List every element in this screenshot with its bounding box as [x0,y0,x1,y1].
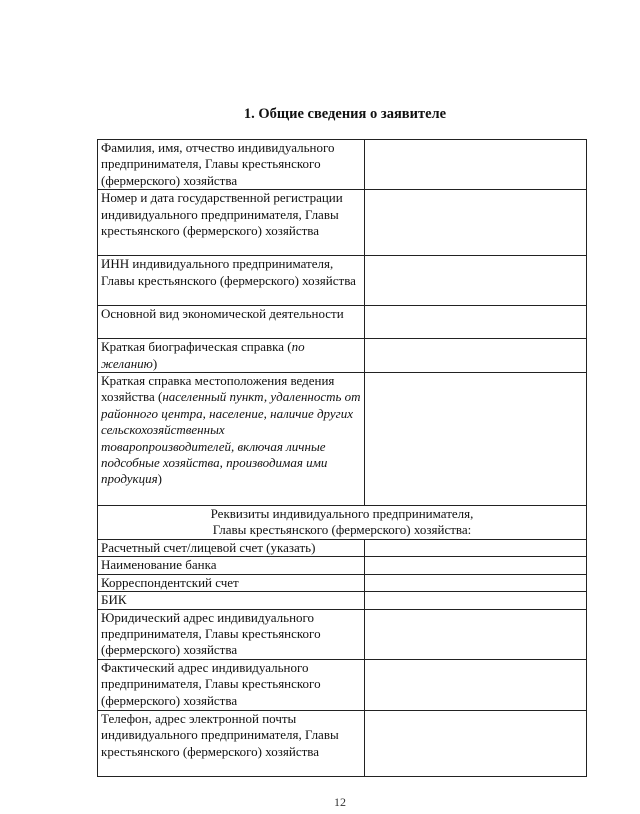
table-section-header-row [98,506,587,540]
table-row [98,256,587,306]
field-label-cell [98,140,365,190]
field-label-text: Корреспондентский счет [101,574,239,590]
table-row [98,609,587,659]
table-row [98,190,587,256]
field-label-cell [98,574,365,591]
field-label-text: Юридический адрес индивидуального предпринимателя, Главы крестьянского (фермерского) хозяйства [101,609,321,658]
field-value-cell[interactable] [365,540,587,557]
field-value-cell[interactable] [365,339,587,373]
field-label-cell [98,190,365,256]
field-label-text: Фамилия, имя, отчество индивидуального предпринимателя, Главы крестьянского (фермерского) хозяйства [101,140,335,188]
field-label-text: Краткая справка местоположения ведения хозяйства ( [101,373,335,405]
field-label-text: Расчетный счет/лицевой счет (указать) [101,540,316,556]
field-value-cell[interactable] [365,659,587,710]
field-label-italic-text: по желанию [101,339,305,371]
field-label-text: Главы крестьянского (фермерского) хозяйства: [212,522,472,538]
table-row [98,557,587,574]
table-row [98,592,587,609]
table-row [98,140,587,190]
field-value-cell[interactable] [365,373,587,506]
field-label-text: БИК [101,592,127,608]
applicant-info-table [97,139,587,777]
section-header-cell [98,506,587,540]
table-row [98,659,587,710]
table-row [98,306,587,339]
field-label-text: Фактический адрес индивидуального предпринимателя, Главы крестьянского (фермерского) хозяйства [101,659,321,708]
field-value-cell[interactable] [365,190,587,256]
field-label-text: ) [152,355,158,371]
field-label-text: ) [157,471,162,487]
field-label-cell [98,609,365,659]
field-label-cell [98,557,365,574]
field-value-cell[interactable] [365,574,587,591]
table-row [98,339,587,373]
field-label-cell [98,710,365,776]
field-value-cell[interactable] [365,592,587,609]
field-value-cell[interactable] [365,256,587,306]
field-label-cell [98,592,365,609]
field-label-cell [98,339,365,373]
field-label-cell [98,659,365,710]
field-label-text: ИНН индивидуального предпринимателя, Главы крестьянского (фермерского) хозяйства [101,256,356,288]
field-value-cell[interactable] [365,140,587,190]
field-label-text: Номер и дата государственной регистрации индивидуального предпринимателя, Главы крестьянского (фермерского) хозяйства [101,190,343,239]
field-label-text: Основной вид экономической деятельности [101,306,344,322]
field-label-cell [98,306,365,339]
field-value-cell[interactable] [365,306,587,339]
table-row [98,540,587,557]
field-label-text: Реквизиты индивидуального предпринимателя, [210,506,474,522]
field-value-cell[interactable] [365,710,587,776]
table-row [98,710,587,776]
field-label-text: Телефон, адрес электронной почты индивидуального предпринимателя, Главы крестьянского (фермерского) хозяйства [101,710,339,759]
field-label-italic-text: населенный пункт, удаленность от районного центра, население, наличие других сельскохозяйственных товаропроизводителей, включая личные подсобные хозяйства, производимая ими продукция [101,389,361,487]
field-value-cell[interactable] [365,609,587,659]
field-label-cell [98,373,365,506]
table-row [98,574,587,591]
field-label-text: Наименование банка [101,557,217,573]
field-label-cell [98,540,365,557]
field-label-text: Краткая биографическая справка ( [101,339,292,355]
page-number: 12 [334,795,346,809]
table-row [98,373,587,506]
field-label-cell [98,256,365,306]
field-value-cell[interactable] [365,557,587,574]
section-title: 1. Общие сведения о заявителе [243,106,447,122]
